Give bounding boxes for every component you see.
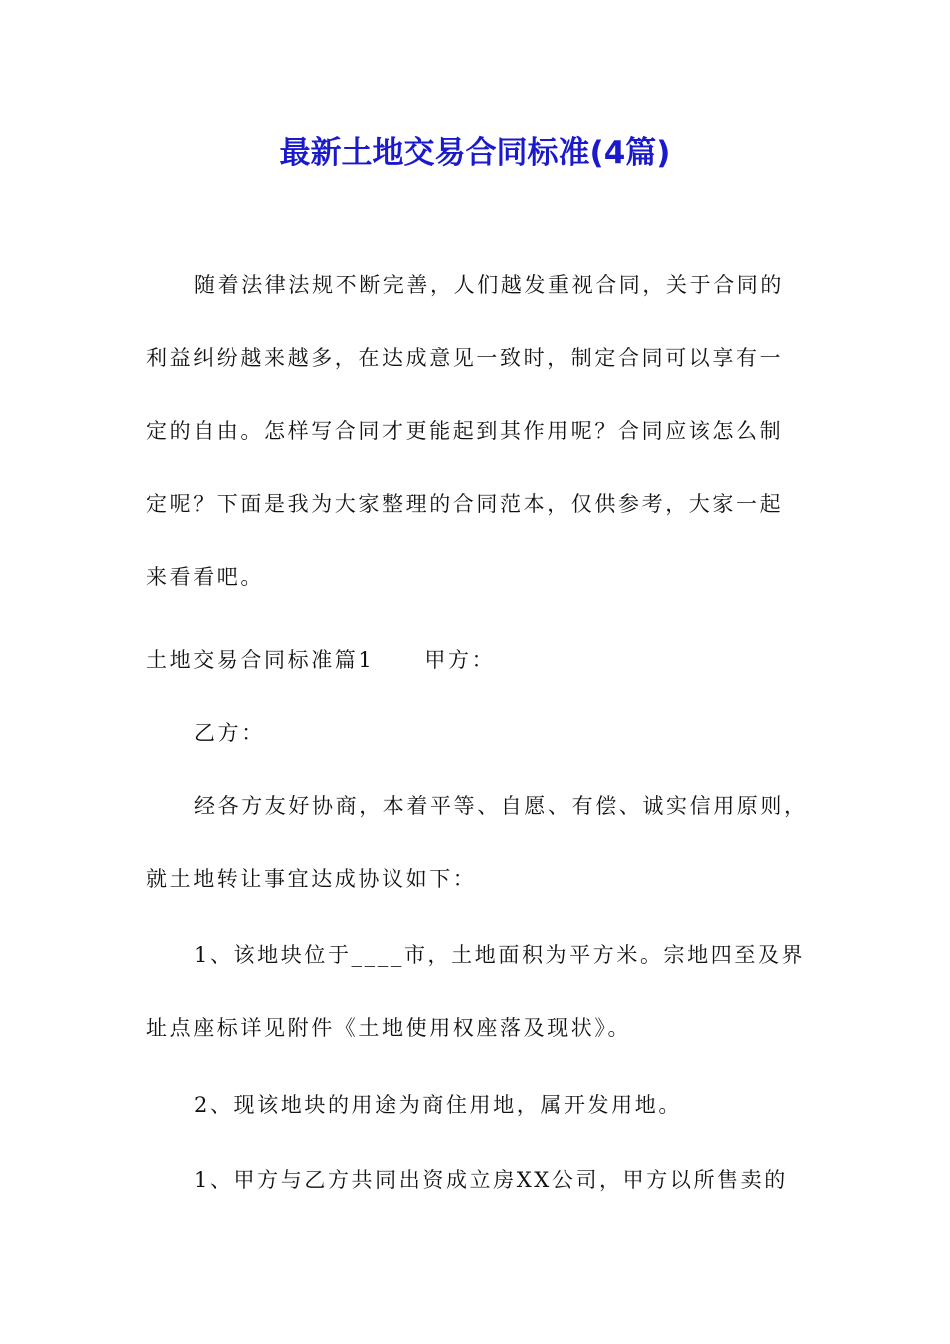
item-2-line: 2、现该地块的用途为商住用地，属开发用地。 [194, 1093, 682, 1117]
party-a-label: 甲方： [424, 648, 496, 672]
section-heading-row [146, 645, 816, 718]
item-3-paragraph [146, 1165, 816, 1238]
item-1-line-2: 址点座标详见附件《土地使用权座落及现状》。 [146, 1016, 632, 1040]
item-2-paragraph [146, 1090, 816, 1163]
party-b-label: 乙方： [194, 721, 265, 745]
intro-line-3: 定的自由。怎样写合同才更能起到其作用呢？合同应该怎么制 [146, 419, 784, 443]
intro-line-5: 来看看吧。 [146, 565, 264, 589]
section-heading-line [146, 645, 816, 718]
intro-line-4: 定呢？下面是我为大家整理的合同范本，仅供参考，大家一起 [146, 492, 784, 516]
item-1-paragraph [146, 940, 816, 1086]
party-b-row [146, 718, 816, 791]
section-heading: 土地交易合同标准篇1 [146, 648, 375, 672]
item-3-line: 1、甲方与乙方共同出资成立房XX公司，甲方以所售卖的 [194, 1168, 788, 1192]
intro-paragraph [146, 270, 816, 635]
consult-paragraph [146, 791, 816, 937]
intro-line-1: 随着法律法规不断完善，人们越发重视合同，关于合同的 [194, 273, 784, 297]
consult-line-2: 就土地转让事宜达成协议如下： [146, 867, 477, 891]
intro-line-2: 利益纠纷越来越多，在达成意见一致时，制定合同可以享有一 [146, 346, 784, 370]
item-1-line-1: 1、该地块位于____市，土地面积为平方米。宗地四至及界 [194, 943, 806, 967]
consult-line-1: 经各方友好协商，本着平等、自愿、有偿、诚实信用原则， [194, 794, 808, 818]
document-title: 最新土地交易合同标准(4篇) [279, 135, 671, 171]
